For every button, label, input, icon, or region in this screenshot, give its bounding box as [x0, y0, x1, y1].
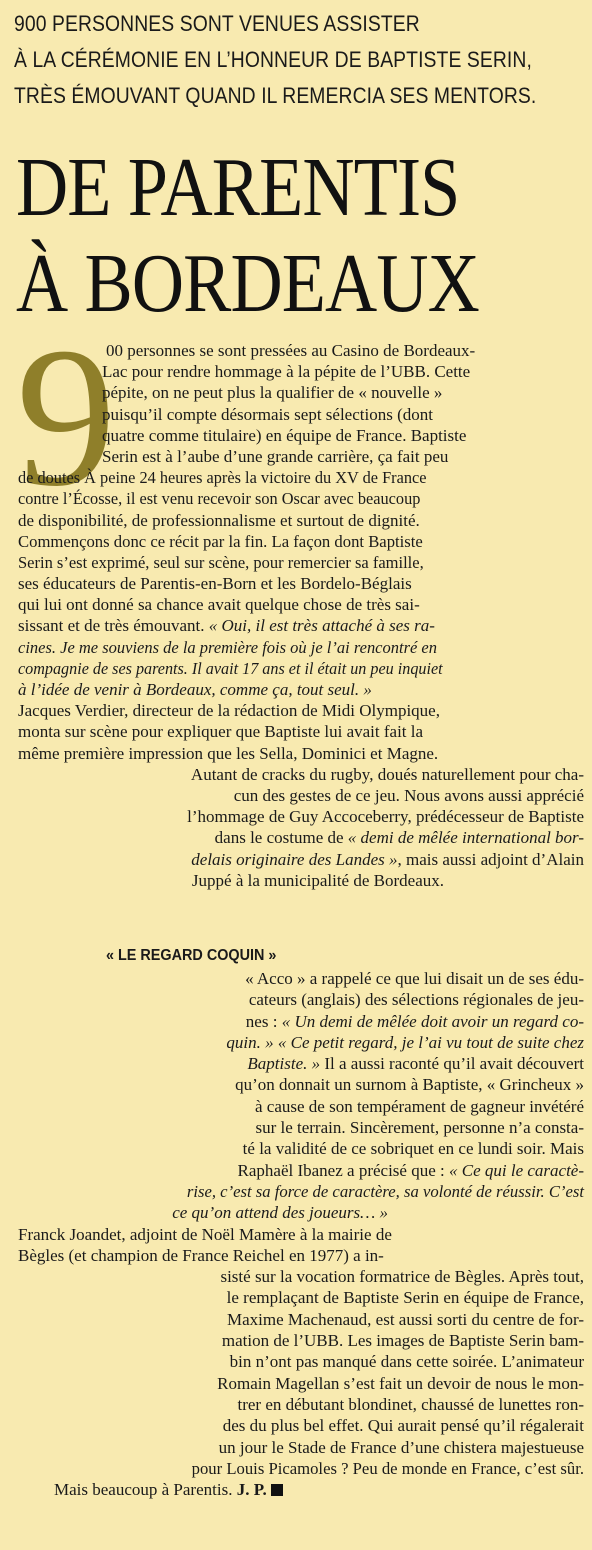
body-line: 00 personnes se sont pressées au Casino de Bordeaux- — [106, 341, 476, 360]
quote-line — [18, 1202, 584, 1223]
body-line: bin n’ont pas manqué dans cette soirée. L’animateur — [229, 1352, 584, 1372]
headline-line: À BORDEAUX — [16, 237, 479, 330]
body-line: de disponibilité, de professionnalisme et surtout de dignité. — [18, 510, 420, 530]
quote-text: rise, c’est sa force de caractère, sa volonté de réussir. C’est — [186, 1181, 584, 1201]
quote-line — [18, 658, 556, 679]
article-body-part1 — [18, 340, 584, 891]
body-line — [18, 1160, 584, 1181]
body-line: Juppé à la municipalité de Bordeaux. — [191, 870, 444, 890]
body-line: trer en débutant blondinet, chaussé de lunettes ron- — [237, 1394, 584, 1414]
body-line: mation de l’UBB. Les images de Baptiste Serin bam- — [221, 1331, 584, 1351]
body-line: cateurs (anglais) des sélections régionales de jeu- — [248, 990, 584, 1010]
body-line: Lac pour rendre hommage à la pépite de l’UBB. Cette — [102, 362, 471, 382]
quote-text: quin. » « Ce petit regard, je l’ai vu tout de suite chez — [226, 1032, 584, 1052]
body-line: Serin s’est exprimé, seul sur scène, pour remercier sa famille, — [18, 552, 424, 572]
body-line: l’hommage de Guy Accoceberry, prédécesseur de Baptiste — [187, 807, 584, 827]
body-line: ses éducateurs de Parentis-en-Born et les Bordelo-Béglais — [18, 574, 412, 594]
body-line — [18, 615, 584, 636]
quote-text: à l’idée de venir à Bordeaux, comme ça, tout seul. » — [18, 680, 372, 699]
body-text: Raphaël Ibanez a précisé que : — [237, 1160, 445, 1180]
subhead-line: À LA CÉRÉMONIE EN L’HONNEUR DE BAPTISTE SERIN, — [14, 47, 532, 72]
body-text: dans le costume de — [214, 828, 344, 848]
body-line: Franck Joandet, adjoint de Noël Mamère à la mairie de — [18, 1224, 392, 1244]
subhead-line: TRÈS ÉMOUVANT QUAND IL REMERCIA SES MENTORS. — [14, 83, 537, 108]
body-line: quatre comme titulaire) en équipe de France. Baptiste — [102, 425, 467, 445]
body-line: sur le terrain. Sincèrement, personne n’a consta- — [255, 1118, 584, 1138]
body-line: pépite, on ne peut plus la qualifier de « nouvelle » — [102, 383, 443, 403]
body-line: à cause de son tempérament de gagneur invétéré — [255, 1096, 584, 1116]
quote-text: cines. Je me souviens de la première fois où je l’ai rencontré en — [18, 637, 438, 657]
quote-text: ce qu’on attend des joueurs… » — [172, 1203, 388, 1223]
body-line: « Acco » a rappelé ce que lui disait un de ses édu- — [245, 969, 584, 988]
section-title: « LE REGARD COQUIN » — [106, 947, 277, 964]
body-line: puisqu’il compte désormais sept sélections (dont — [102, 404, 433, 424]
quote-line — [18, 679, 584, 700]
headline-line: DE PARENTIS — [16, 141, 460, 234]
body-line: de doutes À peine 24 heures après la victoire du XV de France — [18, 468, 427, 488]
quote-line — [18, 1032, 584, 1053]
body-line — [18, 1479, 584, 1500]
article-headline — [16, 140, 479, 332]
body-line: monta sur scène pour expliquer que Baptiste lui avait fait la — [18, 722, 424, 742]
body-line: pour Louis Picamoles ? Peu de monde en France, c’est sûr. — [191, 1458, 584, 1478]
body-line: Bègles (et champion de France Reichel en 1977) a in- — [18, 1245, 384, 1265]
body-text: sissant et de très émouvant. — [18, 616, 205, 636]
body-line: cun des gestes de ce jeu. Nous avons aussi apprécié — [233, 785, 584, 805]
body-line: Romain Magellan s’est fait un devoir de nous le mon- — [217, 1373, 584, 1393]
quote-line — [29, 1181, 584, 1202]
quote-text: « demi de mêlée international bor- — [347, 828, 584, 848]
body-line: qui lui ont donné sa chance avait quelque chose de très sai- — [18, 595, 420, 615]
quote-line — [18, 637, 567, 658]
body-line — [18, 827, 584, 848]
drop-cap: 9 — [16, 307, 116, 528]
body-line — [18, 849, 584, 870]
end-mark-icon — [271, 1484, 283, 1496]
article-subhead — [14, 6, 537, 114]
body-text: Il a aussi raconté qu’il avait découvert — [320, 1054, 584, 1074]
subhead-line: 900 PERSONNES SONT VENUES ASSISTER — [14, 11, 420, 36]
quote-text: Baptiste. » — [247, 1054, 321, 1074]
body-text: , mais aussi adjoint d’Alain — [397, 849, 584, 869]
body-line: même première impression que les Sella, Dominici et Magne. — [18, 743, 439, 763]
body-line: un jour le Stade de France d’une chistera majestueuse — [218, 1437, 584, 1457]
quote-text: « Oui, il est très attaché à ses ra- — [208, 616, 435, 636]
body-line — [18, 1011, 584, 1032]
body-line: Commençons donc ce récit par la fin. La façon dont Baptiste — [18, 531, 423, 551]
body-line: qu’on donnait un surnom à Baptiste, « Grincheux » — [235, 1075, 584, 1095]
body-text: Mais beaucoup à Parentis. — [54, 1480, 233, 1500]
body-line — [18, 1053, 584, 1074]
quote-text: compagnie de ses parents. Il avait 17 ans et il était un peu inquiet — [18, 658, 443, 678]
body-line: Jacques Verdier, directeur de la rédaction de Midi Olympique, — [18, 701, 440, 721]
quote-text: « Ce qui le caractè- — [448, 1160, 584, 1180]
body-line: Maxime Machenaud, est aussi sorti du centre de for- — [226, 1309, 584, 1329]
body-text: nes : — [245, 1011, 278, 1031]
body-line: Serin est à l’aube d’une grande carrière, ça fait peu — [102, 446, 449, 466]
body-line: le remplaçant de Baptiste Serin en équipe de France, — [226, 1288, 584, 1308]
body-line: té la validité de ce sobriquet en ce lundi soir. Mais — [242, 1139, 584, 1159]
quote-text: delais originaire des Landes » — [191, 849, 398, 869]
body-line: des du plus bel effet. Qui aurait pensé qu’il régalerait — [222, 1416, 584, 1436]
body-line: sisté sur la vocation formatrice de Bègles. Après tout, — [220, 1267, 584, 1287]
body-line: Autant de cracks du rugby, doués naturellement pour cha- — [190, 764, 584, 784]
article-body-part2 — [18, 968, 584, 1500]
body-line: contre l’Écosse, il est venu recevoir son Oscar avec beaucoup — [18, 489, 421, 509]
quote-text: « Un demi de mêlée doit avoir un regard co- — [281, 1011, 584, 1031]
author-signature: J. P. — [236, 1480, 267, 1500]
